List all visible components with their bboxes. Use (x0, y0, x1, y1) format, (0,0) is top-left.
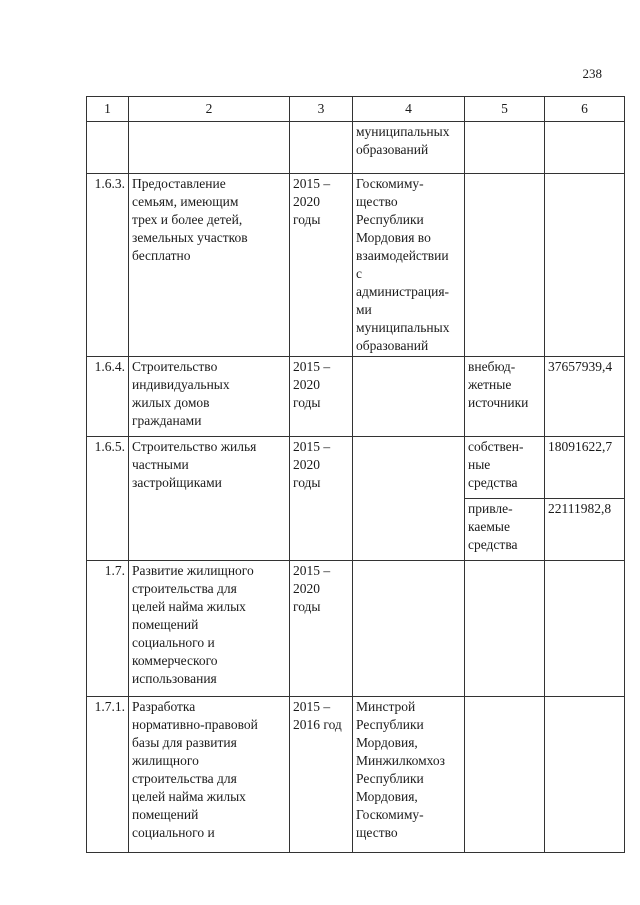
cell-line: 2020 (293, 377, 320, 392)
measure-name (129, 697, 290, 853)
cell-line: частными (132, 457, 189, 472)
cell-line: жетные (468, 377, 512, 392)
cell-line: 2015 – (293, 176, 331, 191)
header-col-1: 1 (87, 97, 129, 122)
cell-line: годы (293, 212, 321, 227)
cell-line: социального и (132, 635, 215, 650)
cell-line: Республики (356, 717, 424, 732)
cell-line: Минстрой (356, 699, 416, 714)
measure-name (129, 122, 290, 174)
funding-amount: 22111982,8 (545, 499, 625, 561)
cell-line: Минжилкомхоз (356, 753, 445, 768)
cell-line (356, 358, 461, 376)
cell-line: Развитие жилищного (132, 563, 254, 578)
row-number: 1.7.1. (87, 697, 129, 853)
cell-line: помещений (132, 807, 199, 822)
funding-source (465, 499, 545, 561)
cell-line: земельных участков (132, 230, 248, 245)
cell-line (468, 562, 541, 580)
period (290, 437, 353, 561)
cell-line: годы (293, 599, 321, 614)
cell-line: 2020 (293, 194, 320, 209)
cell-line: Мордовия, (356, 735, 418, 750)
funding-source (465, 357, 545, 437)
header-col-4: 4 (353, 97, 465, 122)
measure-name (129, 561, 290, 697)
cell-line: целей найма жилых (132, 599, 246, 614)
cell-line: нормативно-правовой (132, 717, 258, 732)
table-row (87, 357, 625, 437)
executor (353, 357, 465, 437)
funding-amount (545, 174, 625, 357)
funding-amount: 37657939,4 (545, 357, 625, 437)
row-number: 1.6.3. (87, 174, 129, 357)
cell-line: трех и более детей, (132, 212, 243, 227)
cell-line: ные (468, 457, 491, 472)
funding-amount (545, 697, 625, 853)
cell-line: социального и (132, 825, 215, 840)
executor (353, 122, 465, 174)
page-number: 238 (582, 66, 602, 81)
executor (353, 697, 465, 853)
cell-line: 2015 – (293, 439, 331, 454)
funding-source (465, 122, 545, 174)
measure-name (129, 437, 290, 561)
table-row (87, 697, 625, 853)
row-number: 1.6.4. (87, 357, 129, 437)
cell-line (356, 562, 461, 580)
cell-line (468, 123, 541, 141)
cell-line: Мордовия во (356, 230, 431, 245)
cell-line: щество (356, 825, 398, 840)
cell-line: Строительство жилья (132, 439, 257, 454)
cell-line: средства (468, 537, 518, 552)
cell-line: образований (356, 338, 429, 353)
funding-source (465, 174, 545, 357)
cell-line: Мордовия, (356, 789, 418, 804)
cell-line: собствен- (468, 439, 524, 454)
cell-line: годы (293, 395, 321, 410)
cell-line: Строительство (132, 359, 218, 374)
cell-line (356, 438, 461, 456)
program-table (86, 96, 625, 853)
cell-line: жилых домов (132, 395, 210, 410)
period (290, 357, 353, 437)
header-col-6: 6 (545, 97, 625, 122)
table-row (87, 561, 625, 697)
executor (353, 437, 465, 561)
cell-line: Госкомиму- (356, 807, 424, 822)
cell-line: внебюд- (468, 359, 516, 374)
cell-line: 2015 – (293, 359, 331, 374)
cell-line (132, 123, 286, 141)
cell-line: жилищного (132, 753, 199, 768)
cell-line: годы (293, 475, 321, 490)
cell-line: муниципальных (356, 320, 450, 335)
cell-line: Разработка (132, 699, 196, 714)
cell-line: застройщиками (132, 475, 222, 490)
cell-line: Республики (356, 771, 424, 786)
funding-amount (545, 122, 625, 174)
cell-line: помещений (132, 617, 199, 632)
period (290, 561, 353, 697)
cell-line: гражданами (132, 413, 202, 428)
cell-line: 2016 год (293, 717, 342, 732)
funding-source (465, 437, 545, 499)
header-col-3: 3 (290, 97, 353, 122)
period (290, 122, 353, 174)
period (290, 174, 353, 357)
row-number: 1.7. (87, 561, 129, 697)
executor (353, 174, 465, 357)
cell-line: базы для развития (132, 735, 237, 750)
measure-name (129, 357, 290, 437)
cell-line: муниципальных (356, 124, 450, 139)
cell-line: индивидуальных (132, 377, 230, 392)
cell-line: 2020 (293, 457, 320, 472)
header-col-5: 5 (465, 97, 545, 122)
executor (353, 561, 465, 697)
header-col-2: 2 (129, 97, 290, 122)
cell-line: каемые (468, 519, 510, 534)
cell-line: щество (356, 194, 398, 209)
cell-line (293, 123, 349, 141)
table-row (87, 437, 625, 499)
measure-name (129, 174, 290, 357)
cell-line: Предоставление (132, 176, 226, 191)
cell-line: источники (468, 395, 529, 410)
cell-line: Республики (356, 212, 424, 227)
cell-line: администрация- (356, 284, 450, 299)
header-row (87, 97, 625, 122)
funding-source (465, 561, 545, 697)
table-row (87, 174, 625, 357)
cell-line: бесплатно (132, 248, 191, 263)
cell-line: коммерческого (132, 653, 218, 668)
cell-line (468, 175, 541, 193)
table-row (87, 122, 625, 174)
cell-line: образований (356, 142, 429, 157)
cell-line: 2015 – (293, 563, 331, 578)
cell-line: 2015 – (293, 699, 331, 714)
cell-line: средства (468, 475, 518, 490)
cell-line: семьям, имеющим (132, 194, 239, 209)
cell-line: 2020 (293, 581, 320, 596)
funding-amount: 18091622,7 (545, 437, 625, 499)
row-number (87, 122, 129, 174)
period (290, 697, 353, 853)
cell-line: строительства для (132, 581, 237, 596)
cell-line: целей найма жилых (132, 789, 246, 804)
funding-source (465, 697, 545, 853)
cell-line: ми (356, 302, 372, 317)
cell-line: Госкомиму- (356, 176, 424, 191)
cell-line (468, 698, 541, 716)
cell-line: строительства для (132, 771, 237, 786)
funding-amount (545, 561, 625, 697)
cell-line: взаимодействии (356, 248, 449, 263)
cell-line: использования (132, 671, 217, 686)
cell-line: с (356, 266, 362, 281)
cell-line: привле- (468, 501, 513, 516)
row-number: 1.6.5. (87, 437, 129, 561)
